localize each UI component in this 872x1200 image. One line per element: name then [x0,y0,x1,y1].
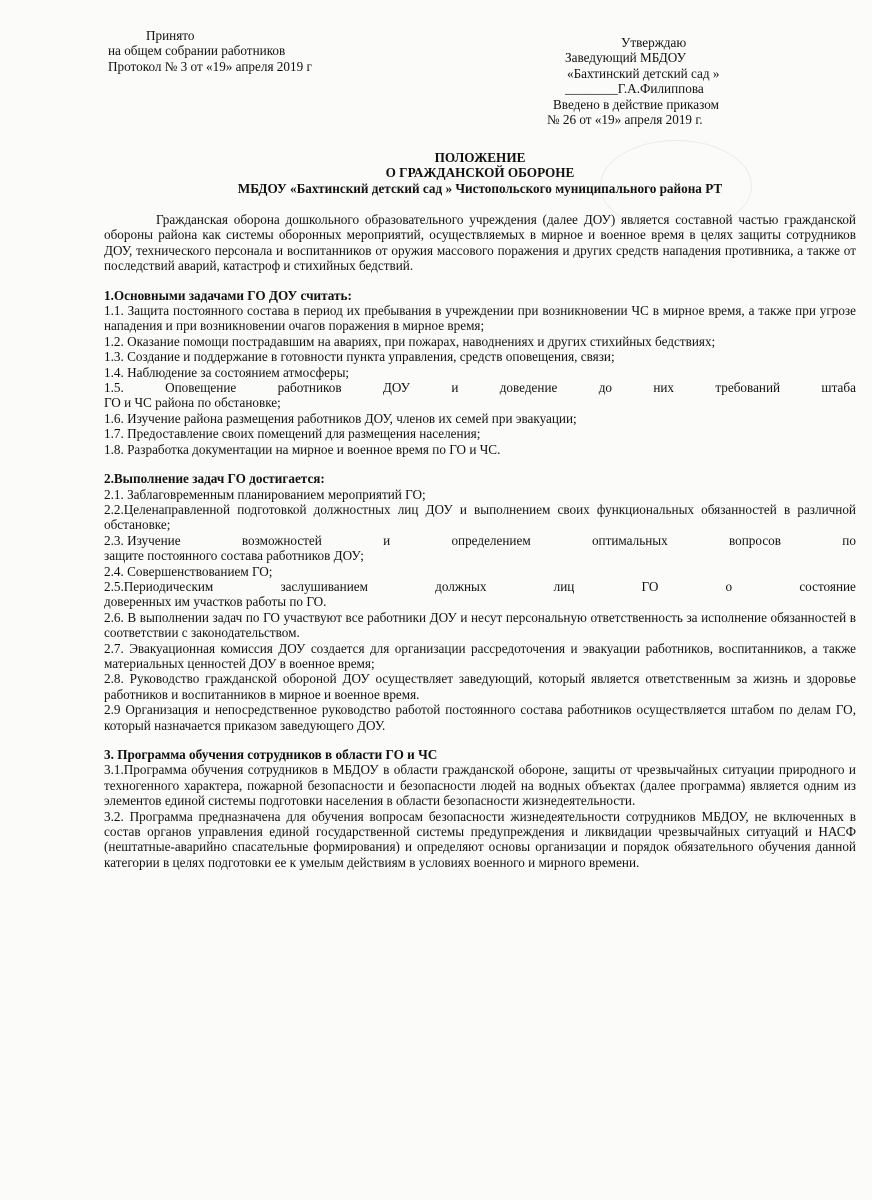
word: работников [277,380,342,396]
list-item-spread [104,579,856,594]
word: заслушиванием [280,578,368,594]
list-item: 1.3. Создание и поддержание в готовности пункта управления, средств оповещения, связи; [104,349,615,365]
word: и [383,532,391,548]
word: ДОУ [382,380,411,396]
signature-line: ________Г.А.Филиппова [565,81,704,97]
list-item-continuation: защите постоянного состава работников ДОУ; [104,548,364,564]
word: требований [715,380,781,396]
word: 2.3. Изучение [104,532,181,548]
section-heading: 3. Программа обучения сотрудников в области ГО и ЧС [104,747,438,762]
list-item: 2.2.Целенаправленной подготовкой должностных лиц ДОУ и выполнением своих функциональных обязанностей в различной обстановке; [104,501,856,533]
word: 2.5.Периодическим [104,578,214,594]
word: до [598,380,612,396]
list-item: 1.4. Наблюдение за состоянием атмосферы; [104,364,350,380]
approval-line: Заведующий МБДОУ [565,50,686,66]
list-item: 2.7. Эвакуационная комиссия ДОУ создается для организации рассредоточения и эвакуации работников, воспитанников, а также материальных ценностей ДОУ в военное время; [104,640,856,671]
adoption-line: Протокол № 3 от «19» апреля 2019 г [108,58,312,74]
section-heading: 2.Выполнение задач ГО достигается: [104,471,325,487]
word: 1.5. [104,380,124,396]
word: состояние [799,578,856,594]
list-item-continuation: ГО и ЧС района по обстановке; [104,395,281,411]
title-line: О ГРАЖДАНСКОЙ ОБОРОНЕ [385,165,575,181]
list-item: 2.9 Организация и непосредственное руководство работой постоянного состава работников осуществляется штабом по делам ГО, который назначается приказом заведующего ДОУ. [104,702,856,733]
list-item-continuation: доверенных им участков работы по ГО. [104,594,327,610]
word: Оповещение [165,380,237,396]
word: по [842,532,856,548]
title-line: МБДОУ «Бахтинский детский сад » Чистопольского муниципального района РТ [237,180,723,196]
document-body [104,212,856,870]
list-item: 2.8. Руководство гражданской обороной ДОУ осуществляет заведующий, который является ответственным за жизнь и здоровье работников и воспитанников в мирное и военное время. [104,671,856,702]
list-item: 1.1. Защита постоянного состава в период их пребывания в учреждении при возникновении ЧС в мирное время, а также при угрозе нападения и при возникновении очагов поражения в мирное время; [104,303,856,334]
word: и [451,380,459,396]
section-heading: 1.Основными задачами ГО ДОУ считать: [104,287,352,303]
approval-line: Введено в действие приказом [553,96,719,112]
intro-paragraph: Гражданская оборона дошкольного образовательного учреждения (далее ДОУ) является составной частью гражданской обороны района как системы оборонных мероприятий, осуществляемых в мирное и военное время в целях защиты сотрудников ДОУ, технического персонала и воспитанников от оружия массового поражения и других средств нападения противника, а также от последствий аварий, катастроф и стихийных бедствий. [104,212,856,274]
approval-block [545,35,845,127]
word: определением [451,532,531,548]
list-item: 3.2. Программа предназначена для обучения вопросам безопасности жизнедеятельности сотрудников МБДОУ, не включенных в состав органов управления единой государственной системы предупреждения и ликвидации чрезвычайных ситуаций и НАСФ (нештатные-аварийно спасательные формирования) и определяют основы организации и порядок обязательного обучения данной категории в целях подготовки ее к умелым действиям в условиях военного и мирного времени. [104,808,856,870]
word: лиц [553,578,575,594]
word: о [725,578,733,594]
adoption-block [108,28,368,74]
list-item: 1.7. Предоставление своих помещений для размещения населения; [104,426,481,442]
adoption-line: на общем собрании работников [108,43,286,59]
list-item-spread [104,533,856,548]
word: вопросов [729,532,781,548]
list-item: 1.2. Оказание помощи пострадавшим на авариях, при пожарах, наводнениях и других стихийных бедствиях; [104,333,716,349]
word: оптимальных [591,532,668,548]
word: доведение [499,380,558,396]
list-item: 1.8. Разработка документации на мирное и военное время по ГО и ЧС. [104,441,501,457]
word: них [653,380,675,396]
list-item-spread [104,380,856,395]
list-item: 2.6. В выполнении задач по ГО участвуют все работники ДОУ и несут персональную ответственность за исполнение обязанностей в соответствии с законодательством. [104,609,856,641]
document-title [100,150,860,196]
list-item: 3.1.Программа обучения сотрудников в МБДОУ в области гражданской обороне, защиты от чрезвычайных ситуации природного и техногенного характера, пожарной безопасности и безопасности людей на водных объектах (далее программа) является одним из элементов единой системы подготовки населения в области безопасности жизнедеятельности. [104,762,856,809]
title-line: ПОЛОЖЕНИЕ [434,150,526,165]
word: штаба [821,380,856,396]
approval-line: «Бахтинский детский сад » [567,65,720,81]
adoption-line: Принято [146,28,195,43]
word: ГО [641,578,659,594]
list-item: 2.4. Совершенствованием ГО; [104,563,273,579]
word: должных [435,578,487,594]
list-item: 1.6. Изучение района размещения работников ДОУ, членов их семей при эвакуации; [104,410,577,426]
approval-line: № 26 от «19» апреля 2019 г. [547,112,703,128]
word: возможностей [241,532,322,548]
approval-line: Утверждаю [621,35,687,50]
list-item: 2.1. Заблаговременным планированием мероприятий ГО; [104,486,426,502]
